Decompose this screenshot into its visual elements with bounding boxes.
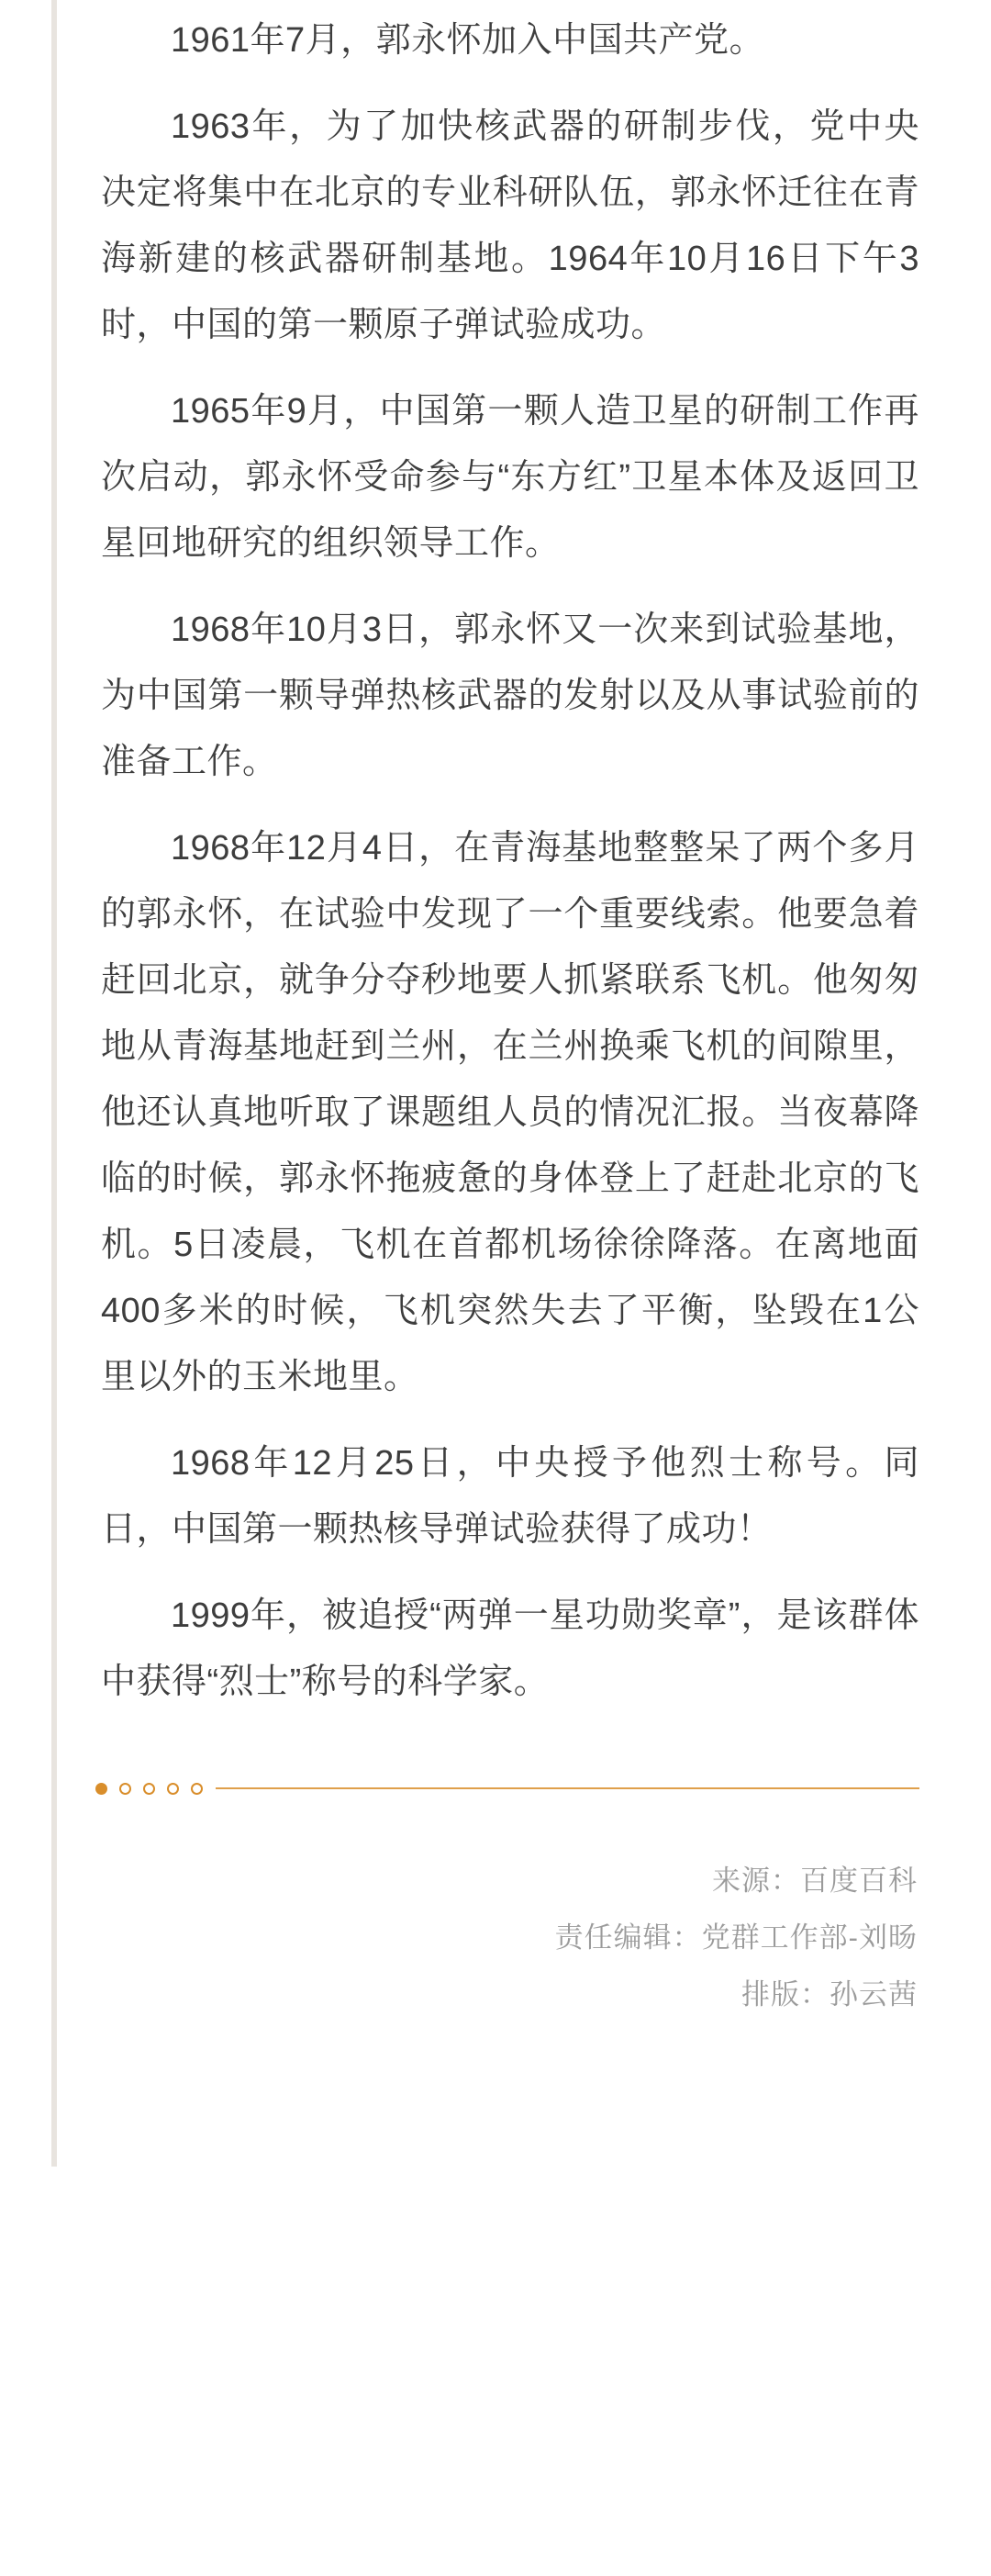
dot-indicator <box>191 1783 203 1795</box>
paragraph: 1968年10月3日，郭永怀又一次来到试验基地，为中国第一颗导弹热核武器的发射以及从事试验前的准备工作。 <box>101 610 919 781</box>
paragraph: 1963年，为了加快核武器的研制步伐，党中央决定将集中在北京的专业科研队伍，郭永怀迁往在青海新建的核武器研制基地。1964年10月16日下午3时，中国的第一颗原子弹试验成功。 <box>101 107 919 344</box>
paragraph: 1965年9月，中国第一颗人造卫星的研制工作再次启动，郭永怀受命参与“东方红”卫星本体及返回卫星回地研究的组织领导工作。 <box>101 392 919 563</box>
dot-indicator <box>119 1783 131 1795</box>
divider-line <box>216 1787 919 1789</box>
paragraph: 1968年12月25日，中央授予他烈士称号。同日，中国第一颗热核导弹试验获得了成功！ <box>101 1444 919 1549</box>
dot-indicator <box>167 1783 179 1795</box>
credits-block <box>95 1853 919 2023</box>
credit-editor: 责任编辑：党群工作部-刘旸 <box>554 1921 918 1954</box>
decorative-divider <box>95 1772 919 1805</box>
paragraph: 1999年，被追授“两弹一星功勋奖章”，是该群体中获得“烈士”称号的科学家。 <box>101 1596 919 1701</box>
bottom-spacer <box>0 2023 991 2134</box>
paragraph: 1968年12月4日，在青海基地整整呆了两个多月的郭永怀，在试验中发现了一个重要线索。他要急着赶回北京，就争分夺秒地要人抓紧联系飞机。他匆匆地从青海基地赶到兰州，在兰州换乘飞机的间隙里，他还认真地听取了课题组人员的情况汇报。当夜幕降临的时候，郭永怀拖疲惫的身体登上了赶赴北京的飞机。5日凌晨，飞机在首都机场徐徐降落。在离地面400多米的时候，飞机突然失去了平衡，坠毁在1公里以外的玉米地里。 <box>101 829 919 1396</box>
left-accent-rail <box>51 0 57 2167</box>
dot-sequence <box>95 1783 216 1795</box>
paragraph: 1961年7月，郭永怀加入中国共产党。 <box>171 21 765 60</box>
article-footer <box>0 1772 991 2023</box>
credit-layout: 排版：孙云茜 <box>741 1978 918 2010</box>
dot-indicator <box>143 1783 155 1795</box>
credit-source: 来源：百度百科 <box>712 1865 918 1897</box>
dot-indicator <box>95 1783 107 1795</box>
